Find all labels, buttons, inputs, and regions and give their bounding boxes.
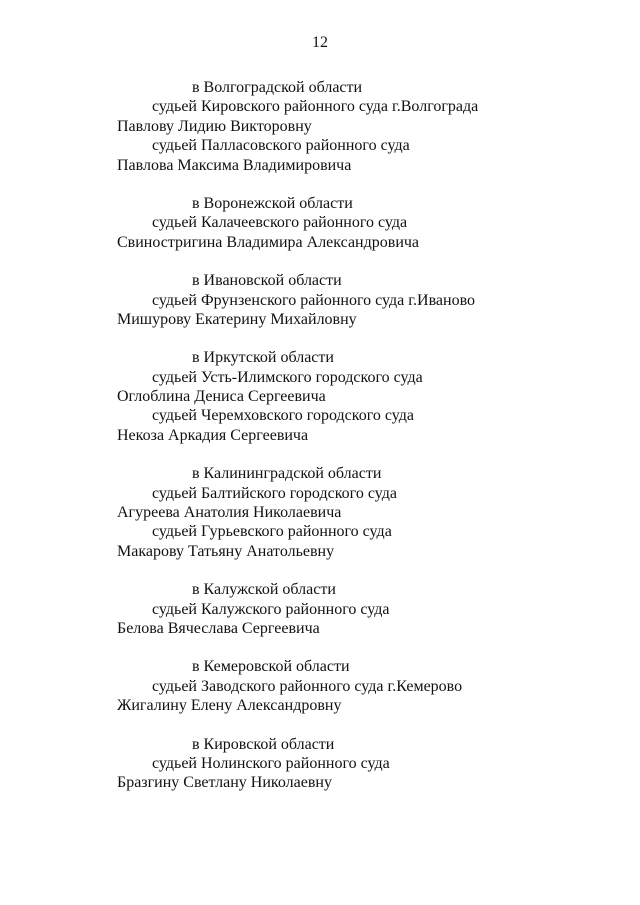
region-section bbox=[0, 194, 640, 252]
court-line: судьей Балтийского городского суда bbox=[152, 484, 397, 502]
region-section bbox=[0, 271, 640, 329]
court-line: судьей Калужского районного суда bbox=[152, 600, 390, 618]
region-heading: в Воронежской области bbox=[192, 194, 353, 212]
region-section bbox=[0, 657, 640, 715]
region-section bbox=[0, 348, 640, 445]
region-section bbox=[0, 735, 640, 793]
judge-name: Павлову Лидию Викторовну bbox=[117, 117, 312, 135]
court-line: судьей Усть-Илимского городского суда bbox=[152, 368, 423, 386]
court-line: судьей Гурьевского районного суда bbox=[152, 523, 392, 541]
court-line: судьей Нолинского районного суда bbox=[152, 754, 390, 772]
region-section bbox=[0, 78, 640, 175]
region-heading: в Калининградской области bbox=[192, 465, 382, 483]
region-heading: в Иркутской области bbox=[192, 349, 334, 367]
court-line: судьей Калачеевского районного суда bbox=[152, 214, 408, 232]
judge-name: Свиностригина Владимира Александровича bbox=[117, 233, 420, 251]
court-line: судьей Черемховского городского суда bbox=[152, 407, 414, 425]
court-line: судьей Кировского районного суда г.Волгограда bbox=[152, 98, 479, 116]
court-line: судьей Палласовского районного суда bbox=[152, 137, 410, 155]
judge-name: Макарову Татьяну Анатольевну bbox=[117, 542, 335, 560]
court-line: судьей Заводского районного суда г.Кемерово bbox=[152, 677, 463, 695]
region-section bbox=[0, 464, 640, 561]
region-heading: в Волгоградской области bbox=[192, 79, 363, 96]
judge-name: Бразгину Светлану Николаевну bbox=[117, 774, 332, 792]
court-line: судьей Фрунзенского районного суда г.Иваново bbox=[152, 291, 476, 309]
judge-name: Мишурову Екатерину Михайловну bbox=[117, 310, 357, 328]
judge-name: Жигалину Елену Александровну bbox=[117, 697, 342, 715]
judge-name: Некоза Аркадия Сергеевича bbox=[117, 426, 309, 444]
region-heading: в Ивановской области bbox=[192, 272, 342, 290]
region-heading: в Калужской области bbox=[192, 581, 336, 599]
region-section bbox=[0, 580, 640, 638]
region-heading: в Кемеровской области bbox=[192, 658, 350, 676]
judge-name: Агуреева Анатолия Николаевича bbox=[117, 504, 342, 522]
region-heading: в Кировской области bbox=[192, 735, 335, 753]
page-number: 12 bbox=[312, 34, 328, 51]
appointments-list bbox=[0, 78, 640, 812]
judge-name: Павлова Максима Владимировича bbox=[117, 156, 352, 174]
judge-name: Белова Вячеслава Сергеевича bbox=[117, 619, 320, 637]
judge-name: Оглоблина Дениса Сергеевича bbox=[117, 388, 326, 406]
